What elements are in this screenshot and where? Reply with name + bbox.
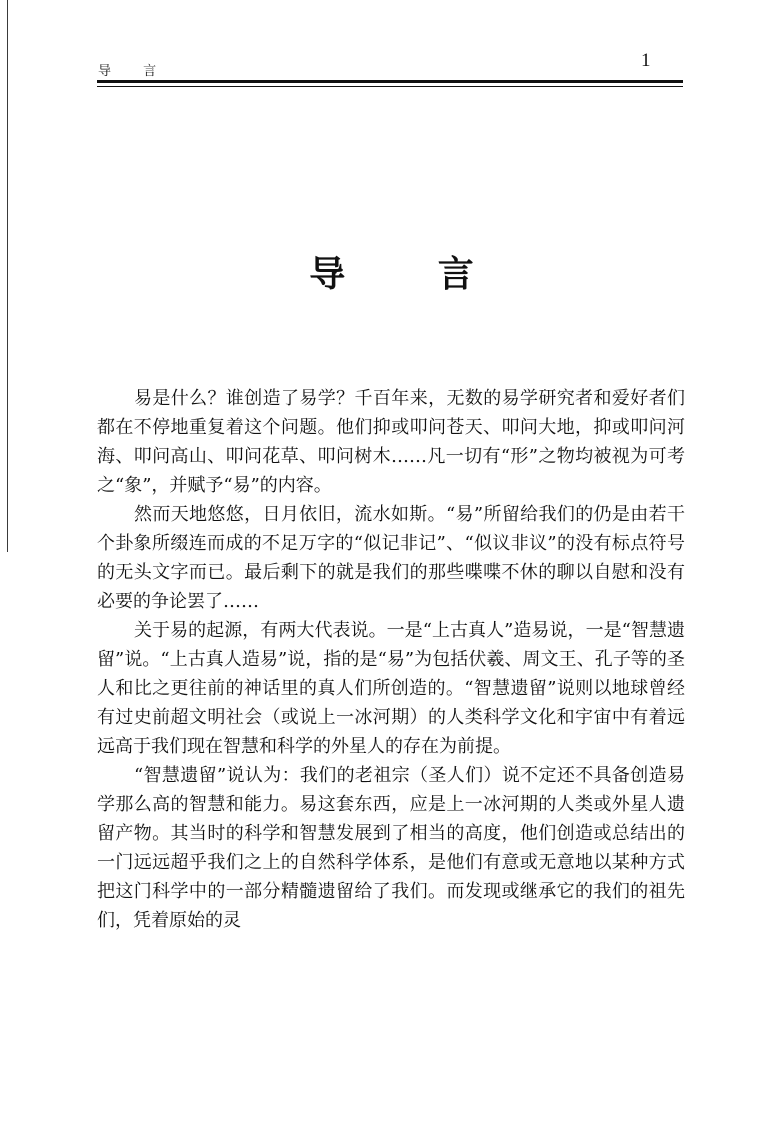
body-text xyxy=(97,384,685,935)
chapter-title: 导 言 xyxy=(309,254,514,296)
paragraph: 关于易的起源，有两大代表说。一是“上古真人”造易说，一是“智慧遗留”说。“上古真人造易”说，指的是“易”为包括伏羲、周文王、孔子等的圣人和比之更往前的神话里的真人们所创造的。“智慧遗留”说则以地球曾经有过史前超文明社会（或说上一冰河期）的人类科学文化和宇宙中有着远远高于我们现在智慧和科学的外星人的存在为前提。 xyxy=(97,620,685,757)
header-rule-thin xyxy=(97,86,683,87)
paragraph: 然而天地悠悠，日月依旧，流水如斯。“易”所留给我们的仍是由若干个卦象所缀连而成的不足万字的“似记非记”、“似议非议”的没有标点符号的无头文字而已。最后剩下的就是我们的那些喋喋不休的聊以自慰和没有必要的争论罢了…… xyxy=(97,504,685,612)
paragraph: 易是什么？谁创造了易学？千百年来，无数的易学研究者和爱好者们都在不停地重复着这个问题。他们抑或叩问苍天、叩问大地，抑或叩问河海、叩问高山、叩问花草、叩问树木……凡一切有“形”之物均被视为可考之“象”，并赋予“易”的内容。 xyxy=(97,388,685,496)
paragraph: “智慧遗留”说认为：我们的老祖宗（圣人们）说不定还不具备创造易学那么高的智慧和能力。易这套东西，应是上一冰河期的人类或外星人遗留产物。其当时的科学和智慧发展到了相当的高度，他们创造或总结出的一门远远超乎我们之上的自然科学体系，是他们有意或无意地以某种方式把这门科学中的一部分精髓遗留给了我们。而发现或继承它的我们的祖先们，凭着原始的灵 xyxy=(97,765,685,931)
header-rule-thick xyxy=(97,80,683,83)
running-head-title: 导 言 xyxy=(98,64,171,79)
page-number: 1 xyxy=(641,50,651,71)
